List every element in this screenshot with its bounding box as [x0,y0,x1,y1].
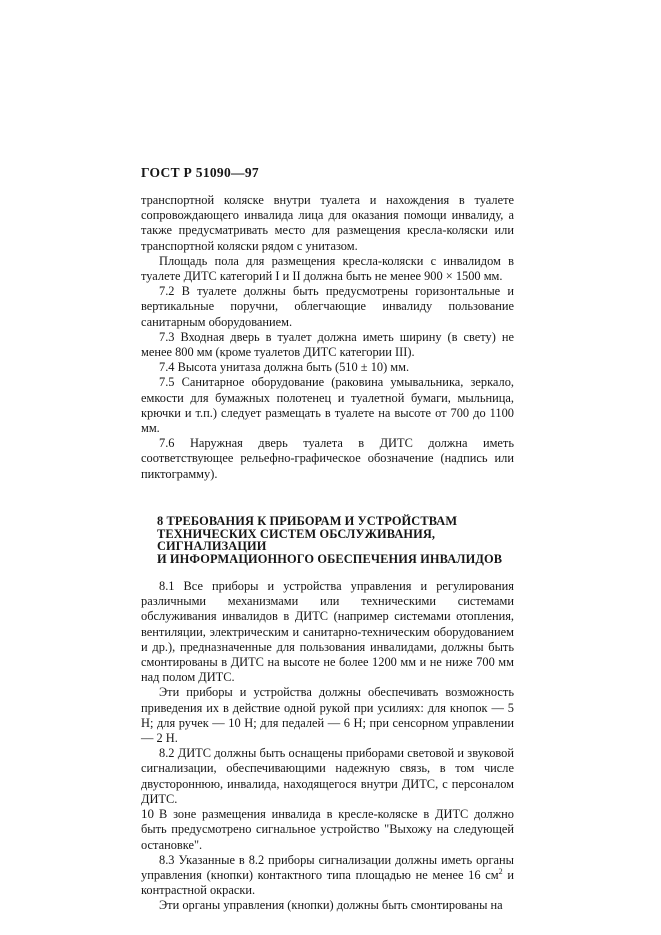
paragraph-signal-device: В зоне размещения инвалида в кресле-коляске в ДИТС должно быть предусмотрено сигнальное устройство "Выхожу на следующей остановке". [141,807,514,852]
paragraph-8-3-start: 8.3 Указанные в 8.2 приборы сигнализации должны иметь органы управления (кнопки) контактного типа площадью не менее 16 см [141,852,514,882]
paragraph-7-4: 7.4 Высота унитаза должна быть (510 ± 10) мм. [159,360,410,375]
paragraph-7-5: 7.5 Санитарное оборудование (раковина умывальника, зеркало, емкости для бумажных полотенец и туалетной бумаги, мыльница, крючки и т.п.) следует размещать в туалете на высоте от 700 до 1100 мм. [141,375,514,436]
document-header: ГОСТ Р 51090—97 [141,165,259,180]
section-title-line: И ИНФОРМАЦИОННОГО ОБЕСПЕЧЕНИЯ ИНВАЛИДОВ [157,552,503,567]
paragraph-7-6: 7.6 Наружная дверь туалета в ДИТС должна иметь соответствующее рельефно-графическое обозначение (надпись или пиктограмму). [141,436,514,481]
document-body [141,193,514,914]
section-title-line: ТЕХНИЧЕСКИХ СИСТЕМ ОБСЛУЖИВАНИЯ, СИГНАЛИЗАЦИИ [157,526,436,554]
paragraph-8-3-end: и контрастной окраски. [141,867,514,898]
section-8-title [141,515,514,566]
superscript-2: 2 [498,866,503,876]
paragraph-8-3 [141,853,514,899]
page-number: 10 [141,806,154,821]
section-title-line: 8 ТРЕБОВАНИЯ К ПРИБОРАМ И УСТРОЙСТВАМ [157,513,458,528]
paragraph-floor-area: Площадь пола для размещения кресла-коляски с инвалидом в туалете ДИТС категорий I и II должна быть не менее 900 × 1500 мм. [141,253,514,284]
paragraph-actuation-forces: Эти приборы и устройства должны обеспечивать возможность приведения их в действие одной рукой при усилиях: для кнопок — 5 Н; для ручек — 10 Н; для педалей — 6 Н; при сенсорном управлении — 2 Н. [141,685,514,746]
paragraph-controls-mounting: Эти органы управления (кнопки) должны быть смонтированы на [159,898,503,913]
paragraph-7-3: 7.3 Входная дверь в туалет должна иметь ширину (в свету) не менее 800 мм (кроме туалетов ДИТС категории III). [141,329,514,360]
paragraph-toilet-space: транспортной коляске внутри туалета и нахождения в туалете сопровождающего инвалида лица для оказания помощи инвалиду, а также предусматривать место для размещения кресла-коляски или транспортной коляски рядом с унитазом. [141,193,514,253]
paragraph-7-2: 7.2 В туалете должны быть предусмотрены горизонтальные и вертикальные поручни, облегчающие инвалиду пользование санитарным оборудованием. [141,284,514,329]
paragraph-8-1: 8.1 Все приборы и устройства управления и регулирования различными механизмами или техническими системами обслуживания инвалидов в ДИТС (например системами отопления, вентиляции, электрическим и санитарно-техническим оборудованием и др.), предназначенные для пользования инвалидами, должны быть смонтированы в ДИТС на высоте не более 1200 мм и не ниже 700 мм над полом ДИТС. [141,579,514,685]
paragraph-8-2: 8.2 ДИТС должны быть оснащены приборами световой и звуковой сигнализации, обеспечивающими надежную связь, в том числе двустороннюю, инвалида, находящегося внутри ДИТС, с персоналом ДИТС. [141,746,514,806]
